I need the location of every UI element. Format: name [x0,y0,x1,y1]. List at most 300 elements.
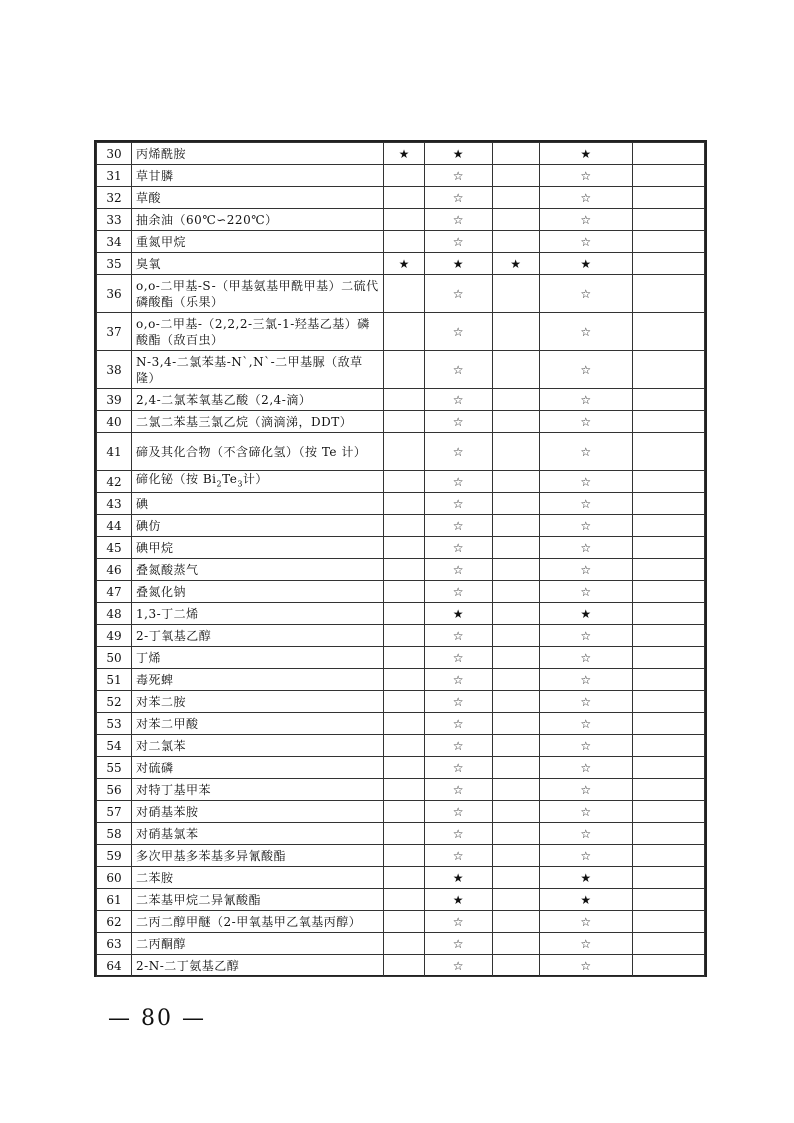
mark-cell-col3 [492,231,539,253]
substance-name: N-3,4-二氯苯基-N`,N`-二甲基脲（敌草隆） [132,351,384,389]
mark-cell-col5 [632,515,704,537]
mark-cell-col1 [384,845,424,867]
hollow-star-icon: ☆ [580,804,592,819]
substance-name: 草甘膦 [132,165,384,187]
mark-cell-col1 [384,313,424,351]
mark-cell-col3 [492,253,539,275]
mark-cell-col3 [492,389,539,411]
mark-cell-col3 [492,867,539,889]
row-number: 64 [97,955,132,977]
mark-cell-col4 [539,253,632,275]
substance-name: 丁烯 [132,647,384,669]
table-row [97,691,705,713]
mark-cell-col4 [539,275,632,313]
mark-cell-col2 [424,713,492,735]
hollow-star-icon: ☆ [452,496,464,511]
table-row [97,867,705,889]
mark-cell-col3 [492,581,539,603]
mark-cell-col4 [539,845,632,867]
mark-cell-col3 [492,143,539,165]
mark-cell-col1 [384,823,424,845]
hollow-star-icon: ☆ [580,474,592,489]
substance-name: o,o-二甲基-S-（甲基氨基甲酰甲基）二硫代磷酸酯（乐果） [132,275,384,313]
row-number: 42 [97,471,132,493]
row-number: 55 [97,757,132,779]
row-number: 33 [97,209,132,231]
mark-cell-col1 [384,801,424,823]
row-number: 51 [97,669,132,691]
mark-cell-col2 [424,669,492,691]
row-number: 53 [97,713,132,735]
hollow-star-icon: ☆ [580,392,592,407]
table-row [97,411,705,433]
mark-cell-col5 [632,889,704,911]
mark-cell-col3 [492,559,539,581]
mark-cell-col1 [384,515,424,537]
substance-name: 重氮甲烷 [132,231,384,253]
hollow-star-icon: ☆ [580,518,592,533]
mark-cell-col1 [384,493,424,515]
mark-cell-col4 [539,433,632,471]
mark-cell-col5 [632,209,704,231]
mark-cell-col5 [632,313,704,351]
row-number: 46 [97,559,132,581]
mark-cell-col4 [539,669,632,691]
table-row [97,889,705,911]
mark-cell-col4 [539,165,632,187]
mark-cell-col2 [424,187,492,209]
hollow-star-icon: ☆ [452,212,464,227]
hollow-star-icon: ☆ [452,826,464,841]
substance-name: 对二氯苯 [132,735,384,757]
hollow-star-icon: ☆ [452,628,464,643]
mark-cell-col5 [632,933,704,955]
solid-star-icon: ★ [452,256,464,271]
mark-cell-col2 [424,801,492,823]
table-row [97,801,705,823]
hollow-star-icon: ☆ [452,650,464,665]
mark-cell-col2 [424,757,492,779]
mark-cell-col4 [539,823,632,845]
mark-cell-col5 [632,537,704,559]
substance-name: 叠氮化钠 [132,581,384,603]
table-row [97,209,705,231]
row-number: 34 [97,231,132,253]
mark-cell-col1 [384,713,424,735]
row-number: 63 [97,933,132,955]
mark-cell-col4 [539,389,632,411]
mark-cell-col2 [424,389,492,411]
table-row [97,471,705,493]
table-row [97,351,705,389]
substance-name: 二丙酮醇 [132,933,384,955]
formula-subscript: 3 [237,479,243,489]
mark-cell-col5 [632,471,704,493]
mark-cell-col3 [492,669,539,691]
mark-cell-col1 [384,471,424,493]
mark-cell-col2 [424,735,492,757]
mark-cell-col2 [424,253,492,275]
mark-cell-col2 [424,955,492,977]
solid-star-icon: ★ [580,892,592,907]
hollow-star-icon: ☆ [452,738,464,753]
mark-cell-col5 [632,351,704,389]
mark-cell-col1 [384,165,424,187]
solid-star-icon: ★ [452,870,464,885]
substance-name: 叠氮酸蒸气 [132,559,384,581]
row-number: 38 [97,351,132,389]
mark-cell-col1 [384,955,424,977]
mark-cell-col5 [632,389,704,411]
table-row [97,313,705,351]
mark-cell-col4 [539,471,632,493]
hollow-star-icon: ☆ [580,672,592,687]
substance-name: 对硝基氯苯 [132,823,384,845]
row-number: 47 [97,581,132,603]
mark-cell-col4 [539,911,632,933]
mark-cell-col3 [492,433,539,471]
row-number: 56 [97,779,132,801]
mark-cell-col3 [492,845,539,867]
hollow-star-icon: ☆ [452,936,464,951]
table-row [97,187,705,209]
mark-cell-col5 [632,231,704,253]
mark-cell-col4 [539,603,632,625]
mark-cell-col5 [632,757,704,779]
row-number: 43 [97,493,132,515]
hollow-star-icon: ☆ [452,324,464,339]
mark-cell-col2 [424,911,492,933]
row-number: 41 [97,433,132,471]
substance-name: 对特丁基甲苯 [132,779,384,801]
mark-cell-col1 [384,253,424,275]
mark-cell-col2 [424,515,492,537]
substance-name: 对苯二甲酸 [132,713,384,735]
hollow-star-icon: ☆ [452,392,464,407]
row-number: 31 [97,165,132,187]
mark-cell-col1 [384,537,424,559]
mark-cell-col3 [492,411,539,433]
hollow-star-icon: ☆ [580,540,592,555]
substance-name: 2-丁氧基乙醇 [132,625,384,647]
row-number: 35 [97,253,132,275]
mark-cell-col1 [384,351,424,389]
mark-cell-col1 [384,911,424,933]
hollow-star-icon: ☆ [452,234,464,249]
mark-cell-col5 [632,165,704,187]
mark-cell-col1 [384,757,424,779]
hollow-star-icon: ☆ [580,444,592,459]
mark-cell-col1 [384,867,424,889]
mark-cell-col3 [492,757,539,779]
row-number: 36 [97,275,132,313]
mark-cell-col2 [424,933,492,955]
table-row [97,735,705,757]
mark-cell-col1 [384,209,424,231]
row-number: 45 [97,537,132,559]
substance-name: 1,3-丁二烯 [132,603,384,625]
mark-cell-col5 [632,411,704,433]
hollow-star-icon: ☆ [580,584,592,599]
formula-subscript: 2 [216,479,223,489]
mark-cell-col2 [424,493,492,515]
mark-cell-col5 [632,143,704,165]
hollow-star-icon: ☆ [452,804,464,819]
mark-cell-col1 [384,559,424,581]
hollow-star-icon: ☆ [580,694,592,709]
hollow-star-icon: ☆ [580,628,592,643]
mark-cell-col1 [384,389,424,411]
mark-cell-col3 [492,625,539,647]
mark-cell-col2 [424,351,492,389]
mark-cell-col2 [424,845,492,867]
mark-cell-col5 [632,625,704,647]
hollow-star-icon: ☆ [580,826,592,841]
table-row [97,669,705,691]
substance-name [132,471,384,493]
table-row [97,275,705,313]
mark-cell-col4 [539,735,632,757]
table-row [97,625,705,647]
mark-cell-col3 [492,313,539,351]
mark-cell-col3 [492,165,539,187]
row-number: 44 [97,515,132,537]
mark-cell-col2 [424,647,492,669]
table-row [97,757,705,779]
mark-cell-col1 [384,647,424,669]
row-number: 57 [97,801,132,823]
mark-cell-col5 [632,253,704,275]
mark-cell-col5 [632,603,704,625]
hollow-star-icon: ☆ [580,190,592,205]
mark-cell-col4 [539,209,632,231]
mark-cell-col3 [492,351,539,389]
mark-cell-col5 [632,433,704,471]
row-number: 54 [97,735,132,757]
mark-cell-col4 [539,143,632,165]
row-number: 48 [97,603,132,625]
mark-cell-col5 [632,867,704,889]
table-row [97,389,705,411]
table-row [97,933,705,955]
mark-cell-col1 [384,275,424,313]
substance-name: 二苯基甲烷二异氰酸酯 [132,889,384,911]
solid-star-icon: ★ [510,256,522,271]
row-number: 59 [97,845,132,867]
mark-cell-col5 [632,559,704,581]
table-row [97,515,705,537]
mark-cell-col5 [632,823,704,845]
row-number: 40 [97,411,132,433]
hollow-star-icon: ☆ [580,496,592,511]
mark-cell-col3 [492,911,539,933]
mark-cell-col1 [384,411,424,433]
mark-cell-col3 [492,493,539,515]
mark-cell-col3 [492,691,539,713]
mark-cell-col5 [632,581,704,603]
substance-name: 草酸 [132,187,384,209]
hollow-star-icon: ☆ [580,562,592,577]
hollow-star-icon: ☆ [452,562,464,577]
solid-star-icon: ★ [398,256,410,271]
mark-cell-col4 [539,231,632,253]
hollow-star-icon: ☆ [452,848,464,863]
mark-cell-col5 [632,647,704,669]
mark-cell-col1 [384,779,424,801]
mark-cell-col2 [424,625,492,647]
hollow-star-icon: ☆ [580,716,592,731]
substance-name: 二氯二苯基三氯乙烷（滴滴涕，DDT） [132,411,384,433]
substance-name: 碘仿 [132,515,384,537]
solid-star-icon: ★ [580,870,592,885]
mark-cell-col4 [539,801,632,823]
mark-cell-col2 [424,433,492,471]
substance-name: 二丙二醇甲醚（2-甲氧基甲乙氧基丙醇） [132,911,384,933]
mark-cell-col3 [492,471,539,493]
mark-cell-col1 [384,603,424,625]
hollow-star-icon: ☆ [452,716,464,731]
hollow-star-icon: ☆ [452,694,464,709]
row-number: 49 [97,625,132,647]
substance-name: 丙烯酰胺 [132,143,384,165]
mark-cell-col2 [424,165,492,187]
mark-cell-col1 [384,231,424,253]
mark-cell-col4 [539,411,632,433]
mark-cell-col4 [539,493,632,515]
substance-table-container [94,140,707,977]
mark-cell-col2 [424,823,492,845]
substance-name: 碲及其化合物（不含碲化氢）（按 Te 计） [132,433,384,471]
mark-cell-col5 [632,713,704,735]
hollow-star-icon: ☆ [580,168,592,183]
mark-cell-col3 [492,275,539,313]
mark-cell-col5 [632,691,704,713]
substance-name: o,o-二甲基-（2,2,2-三氯-1-羟基乙基）磷酸酯（敌百虫） [132,313,384,351]
mark-cell-col2 [424,889,492,911]
mark-cell-col1 [384,889,424,911]
table-row [97,537,705,559]
solid-star-icon: ★ [452,892,464,907]
row-number: 62 [97,911,132,933]
mark-cell-col5 [632,955,704,977]
mark-cell-col2 [424,779,492,801]
table-row [97,911,705,933]
mark-cell-col5 [632,669,704,691]
substance-name: 二苯胺 [132,867,384,889]
substance-name: 碘 [132,493,384,515]
mark-cell-col2 [424,471,492,493]
mark-cell-col2 [424,209,492,231]
mark-cell-col5 [632,911,704,933]
mark-cell-col4 [539,779,632,801]
mark-cell-col1 [384,691,424,713]
mark-cell-col3 [492,537,539,559]
mark-cell-col5 [632,187,704,209]
mark-cell-col1 [384,143,424,165]
mark-cell-col4 [539,187,632,209]
hollow-star-icon: ☆ [580,650,592,665]
solid-star-icon: ★ [452,606,464,621]
mark-cell-col3 [492,801,539,823]
hollow-star-icon: ☆ [452,190,464,205]
row-number: 50 [97,647,132,669]
hollow-star-icon: ☆ [452,672,464,687]
page-number: — 80 — [108,1006,206,1031]
mark-cell-col4 [539,889,632,911]
hollow-star-icon: ☆ [452,286,464,301]
row-number: 39 [97,389,132,411]
hollow-star-icon: ☆ [452,362,464,377]
substance-table [96,142,705,977]
hollow-star-icon: ☆ [580,414,592,429]
hollow-star-icon: ☆ [580,848,592,863]
row-number: 30 [97,143,132,165]
mark-cell-col5 [632,801,704,823]
mark-cell-col5 [632,493,704,515]
hollow-star-icon: ☆ [580,760,592,775]
mark-cell-col3 [492,647,539,669]
mark-cell-col3 [492,713,539,735]
solid-star-icon: ★ [398,146,410,161]
mark-cell-col2 [424,313,492,351]
mark-cell-col4 [539,313,632,351]
hollow-star-icon: ☆ [452,914,464,929]
table-row [97,231,705,253]
hollow-star-icon: ☆ [452,584,464,599]
substance-name: 对硫磷 [132,757,384,779]
hollow-star-icon: ☆ [580,936,592,951]
mark-cell-col3 [492,779,539,801]
mark-cell-col2 [424,559,492,581]
hollow-star-icon: ☆ [452,444,464,459]
solid-star-icon: ★ [580,146,592,161]
row-number: 58 [97,823,132,845]
table-row [97,253,705,275]
hollow-star-icon: ☆ [452,760,464,775]
table-row [97,433,705,471]
table-row [97,559,705,581]
hollow-star-icon: ☆ [580,362,592,377]
mark-cell-col4 [539,713,632,735]
hollow-star-icon: ☆ [580,914,592,929]
solid-star-icon: ★ [580,256,592,271]
table-row [97,823,705,845]
mark-cell-col2 [424,603,492,625]
solid-star-icon: ★ [452,146,464,161]
mark-cell-col3 [492,823,539,845]
table-row [97,845,705,867]
mark-cell-col4 [539,625,632,647]
mark-cell-col1 [384,735,424,757]
table-row [97,713,705,735]
mark-cell-col3 [492,209,539,231]
table-row [97,493,705,515]
mark-cell-col2 [424,691,492,713]
hollow-star-icon: ☆ [452,540,464,555]
mark-cell-col4 [539,537,632,559]
substance-name-part: 碲化铋（按 Bi [136,472,217,486]
mark-cell-col2 [424,231,492,253]
mark-cell-col3 [492,603,539,625]
table-row [97,647,705,669]
row-number: 37 [97,313,132,351]
substance-name: 对苯二胺 [132,691,384,713]
mark-cell-col4 [539,647,632,669]
hollow-star-icon: ☆ [452,168,464,183]
mark-cell-col4 [539,757,632,779]
mark-cell-col4 [539,867,632,889]
mark-cell-col5 [632,845,704,867]
